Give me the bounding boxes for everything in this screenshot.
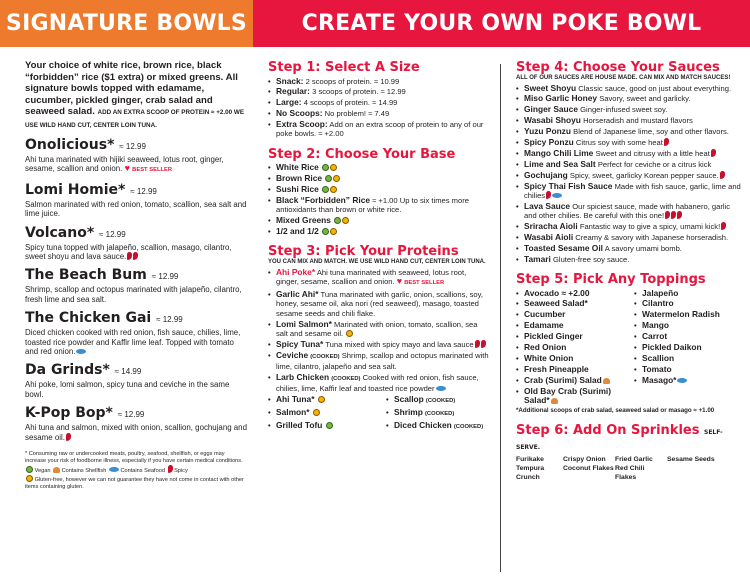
signature-bowls-column — [25, 54, 247, 491]
list-item: • Mango — [634, 321, 744, 330]
spicy-icon — [481, 340, 486, 348]
spicy-icon — [665, 211, 670, 219]
list-item: Coconut Flakes — [563, 464, 614, 472]
list-item: • Cucumber — [516, 310, 634, 319]
bowl-item: The Beach Bum ≈ 12.99 Shrimp, scallop and octopus marinated with jalapeño, cilantro, fresh lime and sea salt. — [25, 267, 242, 304]
bowl-item: Onolicious* ≈ 12.99 Ahi tuna marinated with hijiki seaweed, lotus root, ginger, sesame, scallion and onion. ♥ BEST SELLER — [25, 137, 224, 174]
list-item: • Tomato — [634, 365, 744, 374]
list-item: • Edamame — [516, 321, 634, 330]
list-item: Red Chili Flakes — [615, 464, 645, 482]
list-item: Furikake — [516, 455, 544, 463]
toppings-note: *Additional scoops of crab salad, seaweed salad or masago ≈ +1.00 — [516, 407, 715, 415]
best-seller-badge: BEST SELLER — [404, 280, 445, 287]
step3-title: Step 3: Pick Your Proteins — [268, 244, 459, 260]
bowl-item: The Chicken Gai ≈ 12.99 Diced chicken cooked with red onion, fish sauce, chilies, lime, toasted rice powder and Kaffir lime leaf. Topped with tomato and red onion. — [25, 310, 241, 357]
list-item: • Ahi Poke* Ahi tuna marinated with seaweed, lotus root, ginger, sesame, scallion and onion. ♥ BEST SELLER — [268, 268, 490, 289]
bowl-item: Volcano* ≈ 12.99 Spicy tuna topped with jalapeño, scallion, masago, cilantro, sweet shoyu and lava sauce. — [25, 224, 232, 262]
toppings-left — [516, 287, 634, 405]
list-item: • Mango Chili Lime Sweet and citrusy with a little heat — [516, 149, 744, 158]
list-item: • Lava Sauce Our spiciest sauce, made with habanero, garlic and other chilies. Be careful with this one! — [516, 202, 744, 221]
vegan-icon — [26, 466, 33, 473]
vegan-icon — [322, 228, 329, 235]
list-item: • Black “Forbidden” Rice ≈ +1.00 Up to six times more antioxidants than brown or white rice. — [268, 196, 490, 215]
create-bowl-header: CREATE YOUR OWN POKE BOWL — [253, 0, 750, 47]
gluten-free-icon — [330, 186, 337, 193]
list-item: • Jalapeño — [634, 289, 744, 298]
spicy-icon — [127, 252, 132, 260]
bowl-item: Lomi Homie* ≈ 12.99 Salmon marinated with red onion, tomato, scallion, sea salt and lime juice. — [25, 181, 247, 219]
spicy-icon — [546, 191, 551, 199]
list-item: • Sriracha Aioli Fantastic way to give a spicy, umami kick! — [516, 222, 744, 231]
legend: * Consuming raw or undercooked meats, poultry, seafood, shellfish, or eggs may increase your risk of foodborne illness, especially if you have certain medical conditions. Vegan Contains Shellfish Contains Seafood Spicy Gluten-free, however we can not guarantee they have not come in contact with other items containing gluten. — [25, 451, 244, 491]
sprinkles-grid — [516, 455, 744, 483]
list-item: • White Onion — [516, 354, 634, 363]
list-item: • Pickled Daikon — [634, 343, 744, 352]
list-item: • Seaweed Salad* — [516, 299, 634, 308]
gluten-free-icon — [346, 330, 353, 337]
list-item: • Wasabi Shoyu Horseradish and mustard flavors — [516, 116, 744, 125]
gluten-free-icon — [342, 217, 349, 224]
list-item: • Carrot — [634, 332, 744, 341]
fish-icon — [76, 349, 86, 354]
list-item: • Ahi Tuna* — [268, 395, 386, 406]
vegan-icon — [326, 422, 333, 429]
list-item: Fried Garlic — [615, 455, 653, 463]
list-item: • Miso Garlic Honey Savory, sweet and garlicky. — [516, 94, 744, 103]
gluten-free-icon — [318, 396, 325, 403]
list-item: • Crab (Surimi) Salad — [516, 376, 634, 385]
list-item: • Scallion — [634, 354, 744, 363]
toppings-right — [634, 287, 744, 405]
fish-icon — [677, 378, 687, 383]
list-item: • Diced Chicken (COOKED) — [386, 421, 496, 432]
step1-title: Step 1: Select A Size — [268, 60, 420, 75]
list-item: • Scallop (COOKED) — [386, 395, 496, 406]
protein-grid — [268, 394, 490, 433]
list-item: • Regular: 3 scoops of protein. ≈ 12.99 — [268, 87, 490, 96]
list-item: • Wasabi Aioli Creamy & savory with Japanese horseradish. — [516, 233, 744, 242]
list-item: • Ceviche (COOKED) Shrimp, scallop and octopus marinated with lime, cilantro, jalapeño and sea salt. — [268, 351, 490, 372]
gluten-free-icon — [330, 228, 337, 235]
list-item: • Pickled Ginger — [516, 332, 634, 341]
shellfish-icon — [551, 398, 558, 404]
list-item: • Larb Chicken (COOKED) Cooked with red onion, fish sauce, chilies, lime, Kaffir leaf and toasted rice powder — [268, 373, 490, 394]
list-item: Crispy Onion — [563, 455, 606, 463]
list-item: • Avocado ≈ +2.00 — [516, 289, 634, 298]
shellfish-icon — [53, 467, 60, 473]
fish-icon — [552, 193, 562, 198]
sauce-list — [516, 84, 744, 264]
spicy-icon — [720, 171, 725, 179]
vegan-icon — [322, 164, 329, 171]
gluten-free-icon — [330, 164, 337, 171]
list-item: • Lomi Salmon* Marinated with onion, tomato, scallion, sea salt and sesame oil. — [268, 320, 490, 339]
list-item: • Garlic Ahi* Tuna marinated with garlic, onion, scallions, soy, honey, sesame oil, aka nori (red seaweed), masago, toasted sesame seeds and chili flake. — [268, 290, 490, 318]
steps-column-right — [516, 54, 744, 483]
list-item: • Fresh Pineapple — [516, 365, 634, 374]
bowl-item: Da Grinds* ≈ 14.99 Ahi poke, lomi salmon, spicy tuna and ceviche in the same bowl. — [25, 362, 230, 399]
step4-title: Step 4: Choose Your Sauces — [516, 60, 720, 75]
list-item: • Grilled Tofu — [268, 421, 386, 432]
list-item: • Red Onion — [516, 343, 634, 352]
protein-list — [268, 268, 490, 394]
gluten-free-icon — [333, 175, 340, 182]
fish-icon — [436, 386, 446, 391]
list-item: • Brown Rice — [268, 174, 490, 183]
vegan-icon — [322, 186, 329, 193]
step3-note: YOU CAN MIX AND MATCH. WE USE WILD HAND CUT, CENTER LOIN TUNA. — [268, 259, 486, 266]
list-item: • 1/2 and 1/2 — [268, 227, 490, 236]
spicy-icon — [664, 138, 669, 146]
vegan-icon — [325, 175, 332, 182]
spicy-icon — [677, 211, 682, 219]
list-item: • Masago* — [634, 376, 744, 385]
list-item: • Shrimp (COOKED) — [386, 408, 496, 419]
base-list — [268, 163, 490, 236]
step4-note: ALL OF OUR SAUCES ARE HOUSE MADE. CAN MIX AND MATCH SAUCES! — [516, 75, 731, 81]
list-item: Tempura Crunch — [516, 464, 545, 482]
list-item: • Sweet Shoyu Classic sauce, good on just about everything. — [516, 84, 744, 93]
list-item: • Spicy Ponzu Citrus soy with some heat — [516, 138, 744, 147]
spicy-icon — [475, 340, 480, 348]
list-item: • Tamari Gluten-free soy sauce. — [516, 255, 744, 264]
signature-bowls-header: SIGNATURE BOWLS — [0, 0, 253, 47]
best-seller-badge: BEST SELLER — [132, 167, 173, 174]
list-item: • Snack: 2 scoops of protein. ≈ 10.99 — [268, 77, 490, 86]
step2-title: Step 2: Choose Your Base — [268, 146, 456, 162]
seafood-icon — [109, 467, 119, 472]
list-item: • Yuzu Ponzu Blend of Japanese lime, soy and other flavors. — [516, 127, 744, 136]
spicy-icon — [66, 433, 71, 441]
list-item: • Old Bay Crab (Surimi) Salad* — [516, 387, 634, 406]
signature-intro: Your choice of white rice, brown rice, black “forbidden” rice ($1 extra) or mixed greens. All signature bowls topped with edamame, cucumber, pickled ginger, crab salad and seaweed salad. ADD AN EXTRA SCOOP OF PROTEIN ≈ +2.00 WE USE WILD HAND CUT, CENTER LOIN TUNA. — [25, 60, 245, 129]
list-item: • Extra Scoop: Add on an extra scoop of protein to any of our poke bowls. ≈ +2.00 — [268, 120, 490, 139]
list-item: • Mixed Greens — [268, 216, 490, 225]
steps-column-left — [268, 54, 490, 432]
list-item: • Spicy Tuna* Tuna mixed with spicy mayo and lava sauce — [268, 340, 490, 349]
list-item: • Toasted Sesame Oil A savory umami bomb. — [516, 244, 744, 253]
list-item: • Ginger Sauce Ginger-infused sweet soy. — [516, 105, 744, 114]
shellfish-icon — [603, 378, 610, 384]
gluten-free-icon — [313, 409, 320, 416]
list-item: • Cilantro — [634, 299, 744, 308]
heart-icon: ♥ — [396, 276, 403, 287]
list-item: • White Rice — [268, 163, 490, 172]
list-item: • Spicy Thai Fish Sauce Made with fish sauce, garlic, lime and chilies — [516, 182, 744, 201]
divider — [500, 64, 501, 572]
spicy-icon — [711, 149, 716, 157]
list-item: • Salmon* — [268, 408, 386, 419]
step5-title: Step 5: Pick Any Toppings — [516, 271, 706, 287]
size-list — [268, 77, 490, 139]
spicy-icon — [133, 252, 138, 260]
toppings-grid — [516, 287, 744, 405]
list-item: • Lime and Sea Salt Perfect for ceviche or a citrus kick — [516, 160, 744, 169]
step6-title: Step 6: Add On Sprinkles SELF-SERVE. — [516, 422, 723, 451]
list-item: • No Scoops: No problem! ≈ 7.49 — [268, 109, 490, 118]
list-item: • Watermelon Radish — [634, 310, 744, 319]
gluten-free-icon — [26, 475, 33, 482]
vegan-icon — [334, 217, 341, 224]
list-item: Sesame Seeds — [667, 455, 715, 463]
spicy-icon — [671, 211, 676, 219]
list-item: • Gochujang Spicy, sweet, garlicky Korean pepper sauce. — [516, 171, 744, 180]
list-item: • Large: 4 scoops of protein. ≈ 14.99 — [268, 98, 490, 107]
spicy-icon — [721, 222, 726, 230]
bowl-item: K-Pop Bop* ≈ 12.99 Ahi tuna and salmon, mixed with onion, scallion, gochujang and sesame oil. — [25, 405, 247, 442]
list-item: • Sushi Rice — [268, 185, 490, 194]
spicy-icon — [168, 465, 173, 473]
heart-icon: ♥ — [124, 163, 130, 174]
